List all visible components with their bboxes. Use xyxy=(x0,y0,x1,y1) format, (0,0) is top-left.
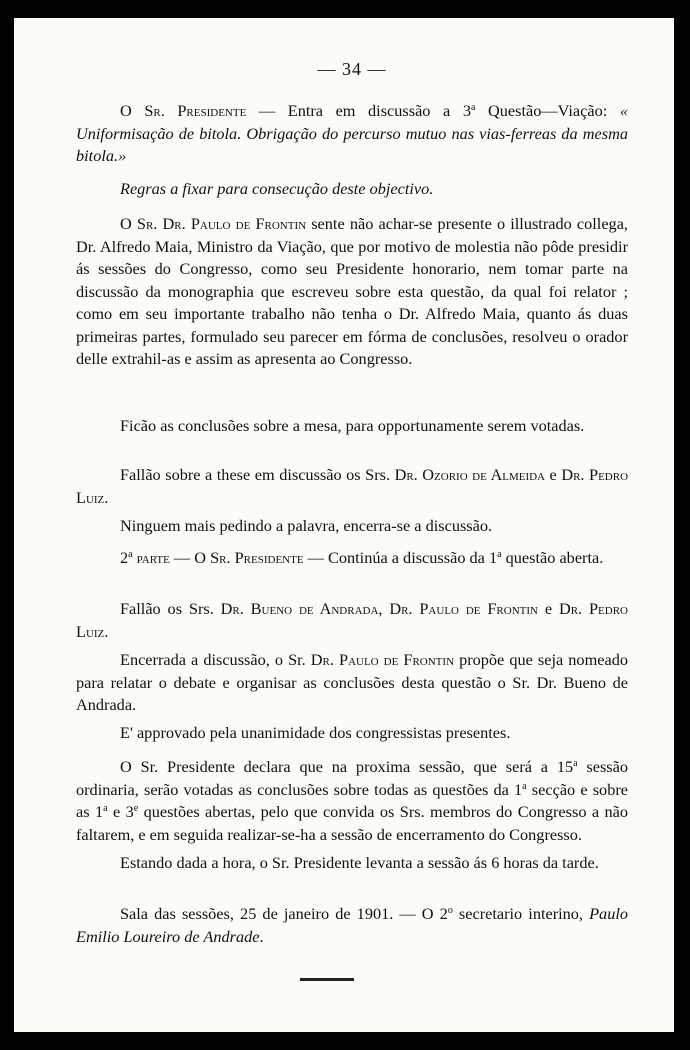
paragraph-5: Fallão sobre a these em discussão os Srs. Dr. Ozorio de Almeida e Dr. Pedro Luiz. xyxy=(76,465,629,507)
page-number: — 34 — xyxy=(317,59,387,79)
paragraph-6: Ninguem mais pedindo a palavra, encerra-se a discussão. xyxy=(120,516,493,535)
document-page xyxy=(14,18,674,1032)
paragraph-13: Sala das sessões, 25 de janeiro de 1901. — O 2$^o$ secretario interino, Paulo Emilio Loureiro de Andrade. xyxy=(76,904,628,946)
paragraph-12: Estando dada a hora, o Sr. Presidente levanta a sessão ás 6 horas da tarde. xyxy=(120,853,599,872)
paragraph-1: O Sr. Presidente — Entra em discussão a 3$^a$ Questão—Viação: « Uniformisação de bitola. Obrigação do percurso mutuo nas vias-ferreas da mesma bitola.» xyxy=(76,101,628,165)
paragraph-8: Fallão os Srs. Dr. Bueno de Andrada, Dr. Paulo de Frontin e Dr. Pedro Luiz. xyxy=(76,599,628,641)
paragraph-4: Ficão as conclusões sobre a mesa, para opportunamente serem votadas. xyxy=(120,416,585,435)
question-title: « Uniformisação de bitola. Obrigação do percurso mutuo nas vias-ferreas da mesma bitola.» xyxy=(76,101,628,165)
paragraph-9: Encerrada a discussão, o Sr. Dr. Paulo de Frontin propõe que seja nomeado para relatar o debate e organisar as conclusões desta questão o Sr. Dr. Bueno de Andrada. xyxy=(76,650,628,714)
speaker: O Sr. Presidente xyxy=(120,101,247,120)
paragraph-2: Regras a fixar para consecução deste objectivo. xyxy=(120,179,434,198)
speaker: O Sr. Dr. Paulo de Frontin xyxy=(120,214,307,233)
paragraph-10: E' approvado pela unanimidade dos congressistas presentes. xyxy=(120,723,511,742)
paragraph-7: 2$^a$ parte — O Sr. Presidente — Continúa a discussão da 1$^a$ questão aberta. xyxy=(120,548,604,567)
paragraph-11: O Sr. Presidente declara que na proxima sessão, que será a 15$^a$ sessão ordinaria, serão votadas as conclusões sobre todas as questões da 1$^a$ secção e sobre as 1$^a$ e 3e questões abertas, pelo que convida os Srs. membros do Congresso a não faltarem, e em seguida realizar-se-ha a sessão de encerramento do Congresso. xyxy=(76,757,629,844)
closing-rule xyxy=(300,978,354,981)
signature: Paulo Emilio Loureiro de Andrade xyxy=(76,904,628,946)
paragraph-3: O Sr. Dr. Paulo de Frontin sente não achar-se presente o illustrado collega, Dr. Alfredo Maia, Ministro da Viação, que por motivo de molestia não pôde presidir ás sessões do Congresso, como seu Presidente honorario, nem tomar parte na discussão da monographia que escreveu sobre esta questão, da qual foi relator ; como em seu importante trabalho não tenha o Dr. Alfredo Maia, quanto ás duas primeiras partes, formulado seu parecer em fórma de conclusões, resolveu o orador delle extrahil-as e assim as apresenta ao Congresso. xyxy=(76,214,628,368)
speaker: O Sr. Presidente xyxy=(194,548,304,567)
